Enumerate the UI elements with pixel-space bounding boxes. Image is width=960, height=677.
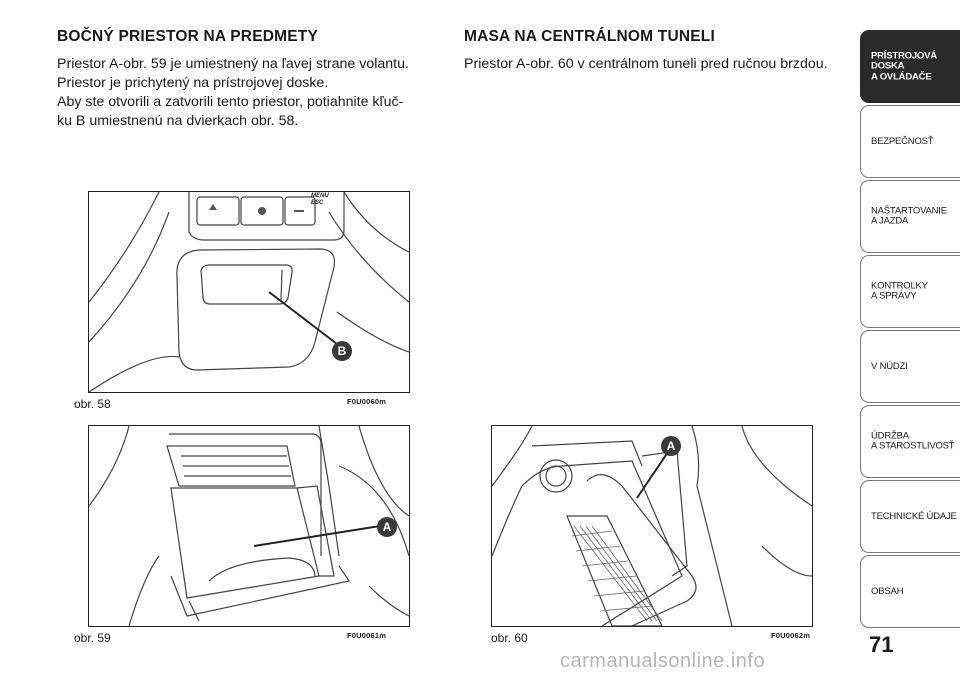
tab-kontrolky[interactable] bbox=[860, 255, 960, 328]
tab-label: OBSAH bbox=[871, 585, 904, 597]
tab-label: PRÍSTROJOVÁ DOSKA A OVLÁDAČE bbox=[871, 49, 937, 82]
section-heading-side-compartment: BOČNÝ PRIESTOR NA PREDMETY bbox=[57, 28, 318, 45]
paragraph-line: Priestor je prichytený na prístrojovej doske. bbox=[57, 75, 329, 91]
figure-59-caption: obr. 59 bbox=[74, 631, 111, 645]
tab-v-nudzi[interactable] bbox=[860, 330, 960, 403]
side-compartment-paragraph bbox=[57, 55, 409, 131]
tab-pristrojova-doska[interactable] bbox=[860, 30, 960, 103]
tab-label: BEZPEČNOSŤ bbox=[871, 135, 934, 147]
panel-menu-esc-label: MENU ESC bbox=[311, 193, 329, 206]
tab-label: ÚDRŽBA A STAROSTLIVOSŤ bbox=[871, 430, 955, 452]
tab-technicke-udaje[interactable] bbox=[860, 480, 960, 553]
callout-a-fig59: A bbox=[377, 517, 397, 537]
tab-udrzba[interactable] bbox=[860, 405, 960, 478]
figure-59-code: F0U0061m bbox=[347, 631, 387, 640]
figure-59-illustration bbox=[88, 425, 410, 627]
figure-58-caption: obr. 58 bbox=[74, 397, 111, 411]
callout-a-fig60: A bbox=[661, 436, 681, 456]
figure-60-code: F0U0062m bbox=[771, 631, 811, 640]
figure-58-code: F0U0060m bbox=[347, 397, 387, 406]
paragraph-line: Priestor A-obr. 60 v centrálnom tuneli pred ručnou brzdou. bbox=[464, 56, 828, 72]
tab-label: KONTROLKY A SPRÁVY bbox=[871, 280, 928, 302]
figure-60-illustration bbox=[491, 425, 813, 627]
watermark-text: carmanualsonline.info bbox=[560, 650, 766, 672]
tab-label: NAŠTARTOVANIE A JAZDA bbox=[871, 205, 947, 227]
center-tunnel-paragraph bbox=[464, 55, 828, 74]
tab-label: V NÚDZI bbox=[871, 360, 908, 372]
section-heading-center-tunnel: MASA NA CENTRÁLNOM TUNELI bbox=[464, 28, 715, 45]
figure-60-caption: obr. 60 bbox=[491, 631, 528, 645]
figure-58-illustration bbox=[88, 191, 410, 393]
page-number: 71 bbox=[869, 632, 894, 657]
tab-nastartovanie[interactable] bbox=[860, 180, 960, 253]
tab-obsah[interactable] bbox=[860, 555, 960, 628]
paragraph-line: ku B umiestnenú na dvierkach obr. 58. bbox=[57, 113, 299, 129]
tab-label: TECHNICKÉ ÚDAJE bbox=[871, 510, 957, 522]
callout-b: B bbox=[332, 341, 352, 361]
tab-bezpecnost[interactable] bbox=[860, 105, 960, 178]
paragraph-line: Priestor A-obr. 59 je umiestnený na ľavej strane volantu. bbox=[57, 56, 409, 72]
paragraph-line: Aby ste otvorili a zatvorili tento priestor, potiahnite kľuč- bbox=[57, 94, 404, 110]
